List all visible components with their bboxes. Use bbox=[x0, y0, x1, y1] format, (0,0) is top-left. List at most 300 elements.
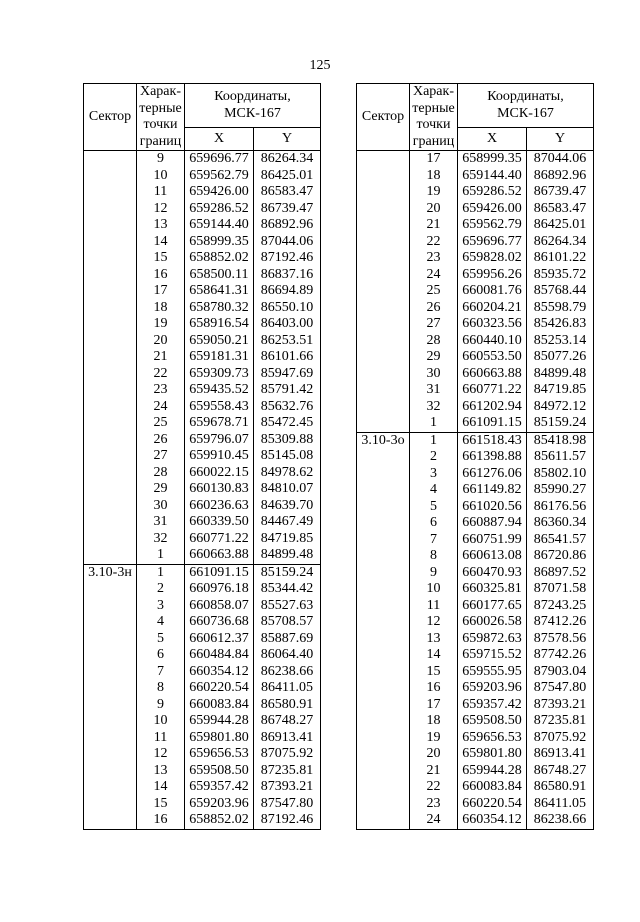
sector-cell bbox=[357, 532, 410, 549]
sector-cell bbox=[84, 598, 137, 615]
point-cell: 28 bbox=[137, 465, 185, 482]
x-coordinate-cell: 660613.08 bbox=[458, 548, 527, 565]
table-row bbox=[357, 532, 594, 549]
sector-cell bbox=[84, 333, 137, 350]
point-cell: 27 bbox=[410, 316, 458, 333]
sector-cell bbox=[357, 382, 410, 399]
point-cell: 12 bbox=[137, 746, 185, 763]
sector-cell bbox=[357, 267, 410, 284]
sector-cell bbox=[84, 614, 137, 631]
x-coordinate-cell: 660022.15 bbox=[185, 465, 254, 482]
point-cell: 21 bbox=[410, 763, 458, 780]
coordinates-table-left bbox=[83, 83, 321, 830]
sector-cell bbox=[84, 151, 137, 168]
point-cell: 19 bbox=[410, 184, 458, 201]
header-points-line: точки bbox=[143, 117, 178, 132]
x-coordinate-cell: 660354.12 bbox=[185, 664, 254, 681]
sector-cell bbox=[84, 713, 137, 730]
point-cell: 17 bbox=[410, 151, 458, 168]
sector-cell bbox=[357, 548, 410, 565]
table-row bbox=[357, 631, 594, 648]
table-row bbox=[357, 217, 594, 234]
sector-cell bbox=[357, 415, 410, 432]
x-coordinate-cell: 660177.65 bbox=[458, 598, 527, 615]
table-row bbox=[357, 581, 594, 598]
point-cell: 8 bbox=[410, 548, 458, 565]
sector-cell bbox=[84, 746, 137, 763]
sector-cell bbox=[84, 779, 137, 796]
point-cell: 23 bbox=[137, 382, 185, 399]
x-coordinate-cell: 660736.68 bbox=[185, 614, 254, 631]
y-coordinate-cell: 86403.00 bbox=[254, 316, 321, 333]
y-coordinate-cell: 85472.45 bbox=[254, 415, 321, 432]
table-row bbox=[84, 399, 321, 416]
table-row bbox=[357, 382, 594, 399]
table-row bbox=[84, 498, 321, 515]
point-cell: 11 bbox=[137, 730, 185, 747]
coordinates-table-right bbox=[356, 83, 594, 830]
table-row bbox=[357, 614, 594, 631]
y-coordinate-cell: 85418.98 bbox=[527, 432, 594, 449]
x-coordinate-cell: 661276.06 bbox=[458, 466, 527, 483]
table-row bbox=[357, 598, 594, 615]
point-cell: 16 bbox=[410, 680, 458, 697]
sector-cell bbox=[84, 763, 137, 780]
y-coordinate-cell: 87075.92 bbox=[254, 746, 321, 763]
table-row bbox=[357, 680, 594, 697]
y-coordinate-cell: 86425.01 bbox=[254, 168, 321, 185]
y-coordinate-cell: 85077.26 bbox=[527, 349, 594, 366]
x-coordinate-cell: 658852.02 bbox=[185, 812, 254, 829]
sector-cell bbox=[357, 812, 410, 829]
point-cell: 23 bbox=[410, 796, 458, 813]
sector-cell bbox=[84, 250, 137, 267]
x-coordinate-cell: 659203.96 bbox=[458, 680, 527, 697]
table-row bbox=[84, 316, 321, 333]
table-row bbox=[84, 432, 321, 449]
y-coordinate-cell: 85145.08 bbox=[254, 448, 321, 465]
table-row bbox=[357, 300, 594, 317]
y-coordinate-cell: 86238.66 bbox=[254, 664, 321, 681]
x-coordinate-cell: 659828.02 bbox=[458, 250, 527, 267]
point-cell: 5 bbox=[410, 499, 458, 516]
y-coordinate-cell: 87393.21 bbox=[254, 779, 321, 796]
table-row bbox=[357, 201, 594, 218]
table-row bbox=[357, 349, 594, 366]
point-cell: 1 bbox=[410, 415, 458, 432]
point-cell: 30 bbox=[410, 366, 458, 383]
sector-cell bbox=[84, 201, 137, 218]
table-row bbox=[84, 382, 321, 399]
sector-cell bbox=[357, 713, 410, 730]
y-coordinate-cell: 86238.66 bbox=[527, 812, 594, 829]
sector-cell bbox=[84, 366, 137, 383]
table-row bbox=[84, 763, 321, 780]
y-coordinate-cell: 84719.85 bbox=[254, 531, 321, 548]
x-coordinate-cell: 661020.56 bbox=[458, 499, 527, 516]
point-cell: 32 bbox=[410, 399, 458, 416]
header-coordinates bbox=[185, 84, 321, 128]
x-coordinate-cell: 658916.54 bbox=[185, 316, 254, 333]
y-coordinate-cell: 87071.58 bbox=[527, 581, 594, 598]
header-coordinates bbox=[458, 84, 594, 128]
sector-cell bbox=[357, 466, 410, 483]
point-cell: 31 bbox=[410, 382, 458, 399]
table-row bbox=[84, 349, 321, 366]
sector-cell bbox=[357, 184, 410, 201]
table-row bbox=[357, 515, 594, 532]
sector-cell bbox=[357, 399, 410, 416]
point-cell: 23 bbox=[410, 250, 458, 267]
table-row bbox=[357, 366, 594, 383]
x-coordinate-cell: 659956.26 bbox=[458, 267, 527, 284]
table-row bbox=[357, 779, 594, 796]
point-cell: 3 bbox=[137, 598, 185, 615]
table-body-left bbox=[84, 151, 321, 830]
y-coordinate-cell: 85527.63 bbox=[254, 598, 321, 615]
x-coordinate-cell: 659562.79 bbox=[185, 168, 254, 185]
y-coordinate-cell: 86064.40 bbox=[254, 647, 321, 664]
sector-cell bbox=[357, 316, 410, 333]
x-coordinate-cell: 660612.37 bbox=[185, 631, 254, 648]
y-coordinate-cell: 84810.07 bbox=[254, 481, 321, 498]
sector-cell bbox=[357, 300, 410, 317]
point-cell: 22 bbox=[410, 234, 458, 251]
x-coordinate-cell: 659696.77 bbox=[458, 234, 527, 251]
x-coordinate-cell: 659426.00 bbox=[185, 184, 254, 201]
x-coordinate-cell: 659910.45 bbox=[185, 448, 254, 465]
y-coordinate-cell: 87075.92 bbox=[527, 730, 594, 747]
table-row bbox=[84, 631, 321, 648]
sector-cell bbox=[84, 267, 137, 284]
point-cell: 15 bbox=[137, 250, 185, 267]
point-cell: 28 bbox=[410, 333, 458, 350]
sector-cell bbox=[357, 250, 410, 267]
y-coordinate-cell: 85802.10 bbox=[527, 466, 594, 483]
x-coordinate-cell: 660663.88 bbox=[185, 547, 254, 564]
table-row bbox=[84, 796, 321, 813]
x-coordinate-cell: 659555.95 bbox=[458, 664, 527, 681]
y-coordinate-cell: 86897.52 bbox=[527, 565, 594, 582]
y-coordinate-cell: 86913.41 bbox=[527, 746, 594, 763]
sector-cell bbox=[84, 581, 137, 598]
point-cell: 14 bbox=[410, 647, 458, 664]
point-cell: 10 bbox=[137, 713, 185, 730]
table-row bbox=[357, 499, 594, 516]
y-coordinate-cell: 86580.91 bbox=[254, 697, 321, 714]
y-coordinate-cell: 86892.96 bbox=[254, 217, 321, 234]
y-coordinate-cell: 86425.01 bbox=[527, 217, 594, 234]
point-cell: 13 bbox=[137, 763, 185, 780]
table-row bbox=[84, 664, 321, 681]
x-coordinate-cell: 660771.22 bbox=[458, 382, 527, 399]
sector-cell bbox=[357, 333, 410, 350]
table-row bbox=[357, 796, 594, 813]
table-body-right bbox=[357, 151, 594, 830]
sector-cell bbox=[84, 300, 137, 317]
table-row bbox=[84, 300, 321, 317]
y-coordinate-cell: 84639.70 bbox=[254, 498, 321, 515]
x-coordinate-cell: 659944.28 bbox=[458, 763, 527, 780]
table-row bbox=[84, 531, 321, 548]
point-cell: 9 bbox=[137, 697, 185, 714]
table-row bbox=[84, 647, 321, 664]
y-coordinate-cell: 87044.06 bbox=[254, 234, 321, 251]
x-coordinate-cell: 660026.58 bbox=[458, 614, 527, 631]
sector-cell bbox=[357, 515, 410, 532]
x-coordinate-cell: 659508.50 bbox=[185, 763, 254, 780]
y-coordinate-cell: 87578.56 bbox=[527, 631, 594, 648]
x-coordinate-cell: 658999.35 bbox=[458, 151, 527, 168]
point-cell: 15 bbox=[137, 796, 185, 813]
header-x: X bbox=[458, 128, 527, 151]
x-coordinate-cell: 660083.84 bbox=[458, 779, 527, 796]
table-row bbox=[84, 151, 321, 168]
y-coordinate-cell: 86550.10 bbox=[254, 300, 321, 317]
sector-cell bbox=[84, 234, 137, 251]
header-points-line: терные bbox=[139, 100, 182, 116]
point-cell: 1 bbox=[410, 432, 458, 449]
sector-cell bbox=[357, 482, 410, 499]
sector-cell bbox=[84, 531, 137, 548]
x-coordinate-cell: 660484.84 bbox=[185, 647, 254, 664]
x-coordinate-cell: 660976.18 bbox=[185, 581, 254, 598]
header-x: X bbox=[185, 128, 254, 151]
point-cell: 29 bbox=[137, 481, 185, 498]
sector-cell bbox=[357, 796, 410, 813]
point-cell: 9 bbox=[137, 151, 185, 168]
sector-cell bbox=[84, 399, 137, 416]
sector-cell bbox=[84, 432, 137, 449]
point-cell: 8 bbox=[137, 680, 185, 697]
x-coordinate-cell: 659050.21 bbox=[185, 333, 254, 350]
table-row bbox=[357, 664, 594, 681]
table-row bbox=[357, 234, 594, 251]
table-row bbox=[357, 548, 594, 565]
y-coordinate-cell: 86837.16 bbox=[254, 267, 321, 284]
table-row bbox=[84, 547, 321, 564]
table-row bbox=[84, 514, 321, 531]
x-coordinate-cell: 659801.80 bbox=[458, 746, 527, 763]
y-coordinate-cell: 87742.26 bbox=[527, 647, 594, 664]
x-coordinate-cell: 659872.63 bbox=[458, 631, 527, 648]
header-sector: Сектор bbox=[84, 84, 137, 151]
table-row bbox=[357, 184, 594, 201]
x-coordinate-cell: 660663.88 bbox=[458, 366, 527, 383]
table-row bbox=[84, 283, 321, 300]
table-row bbox=[84, 598, 321, 615]
table-row bbox=[357, 730, 594, 747]
table-row bbox=[84, 564, 321, 581]
y-coordinate-cell: 87192.46 bbox=[254, 812, 321, 829]
header-coordinates-line: МСК-167 bbox=[497, 105, 554, 121]
point-cell: 29 bbox=[410, 349, 458, 366]
point-cell: 25 bbox=[137, 415, 185, 432]
point-cell: 1 bbox=[137, 547, 185, 564]
x-coordinate-cell: 660553.50 bbox=[458, 349, 527, 366]
x-coordinate-cell: 660220.54 bbox=[458, 796, 527, 813]
table-row bbox=[84, 415, 321, 432]
sector-cell bbox=[357, 763, 410, 780]
x-coordinate-cell: 658500.11 bbox=[185, 267, 254, 284]
y-coordinate-cell: 86720.86 bbox=[527, 548, 594, 565]
sector-cell bbox=[357, 217, 410, 234]
sector-cell bbox=[84, 697, 137, 714]
x-coordinate-cell: 659426.00 bbox=[458, 201, 527, 218]
sector-cell bbox=[357, 746, 410, 763]
x-coordinate-cell: 659801.80 bbox=[185, 730, 254, 747]
point-cell: 31 bbox=[137, 514, 185, 531]
x-coordinate-cell: 659435.52 bbox=[185, 382, 254, 399]
header-points-line: Харак- bbox=[139, 84, 181, 99]
x-coordinate-cell: 659286.52 bbox=[458, 184, 527, 201]
x-coordinate-cell: 659796.07 bbox=[185, 432, 254, 449]
table-row bbox=[84, 333, 321, 350]
sector-cell bbox=[84, 465, 137, 482]
y-coordinate-cell: 86892.96 bbox=[527, 168, 594, 185]
y-coordinate-cell: 85426.83 bbox=[527, 316, 594, 333]
y-coordinate-cell: 85159.24 bbox=[527, 415, 594, 432]
sector-cell bbox=[84, 415, 137, 432]
sector-cell bbox=[357, 730, 410, 747]
header-y: Y bbox=[254, 128, 321, 151]
table-row bbox=[84, 201, 321, 218]
point-cell: 16 bbox=[137, 812, 185, 829]
sector-cell bbox=[84, 217, 137, 234]
y-coordinate-cell: 86101.66 bbox=[254, 349, 321, 366]
table-row bbox=[357, 432, 594, 449]
sector-cell bbox=[84, 631, 137, 648]
sector-cell bbox=[84, 349, 137, 366]
table-row bbox=[357, 267, 594, 284]
sector-cell: 3.10-3н bbox=[84, 564, 137, 581]
y-coordinate-cell: 85253.14 bbox=[527, 333, 594, 350]
table-row bbox=[357, 565, 594, 582]
x-coordinate-cell: 660236.63 bbox=[185, 498, 254, 515]
header-coordinates-line: МСК-167 bbox=[224, 105, 281, 121]
y-coordinate-cell: 86580.91 bbox=[527, 779, 594, 796]
y-coordinate-cell: 86541.57 bbox=[527, 532, 594, 549]
point-cell: 11 bbox=[410, 598, 458, 615]
header-points-line: границ bbox=[139, 133, 182, 149]
sector-cell bbox=[357, 664, 410, 681]
header-points-line: терные bbox=[412, 100, 455, 116]
point-cell: 30 bbox=[137, 498, 185, 515]
sector-cell bbox=[84, 547, 137, 564]
table-row bbox=[84, 250, 321, 267]
point-cell: 13 bbox=[137, 217, 185, 234]
sector-cell bbox=[84, 168, 137, 185]
point-cell: 7 bbox=[410, 532, 458, 549]
x-coordinate-cell: 659656.53 bbox=[458, 730, 527, 747]
x-coordinate-cell: 659357.42 bbox=[185, 779, 254, 796]
sector-cell bbox=[84, 812, 137, 829]
point-cell: 20 bbox=[137, 333, 185, 350]
sector-cell bbox=[357, 581, 410, 598]
point-cell: 25 bbox=[410, 283, 458, 300]
sector-cell bbox=[84, 664, 137, 681]
y-coordinate-cell: 87192.46 bbox=[254, 250, 321, 267]
point-cell: 12 bbox=[410, 614, 458, 631]
sector-cell bbox=[357, 201, 410, 218]
table-row bbox=[84, 713, 321, 730]
header-coordinates-line: Координаты, bbox=[214, 89, 291, 105]
sector-cell bbox=[84, 647, 137, 664]
sector-cell bbox=[84, 382, 137, 399]
table-row bbox=[84, 234, 321, 251]
x-coordinate-cell: 660130.83 bbox=[185, 481, 254, 498]
y-coordinate-cell: 86411.05 bbox=[254, 680, 321, 697]
point-cell: 19 bbox=[410, 730, 458, 747]
table-row bbox=[357, 449, 594, 466]
sector-cell bbox=[357, 680, 410, 697]
x-coordinate-cell: 659309.73 bbox=[185, 366, 254, 383]
x-coordinate-cell: 660440.10 bbox=[458, 333, 527, 350]
x-coordinate-cell: 660751.99 bbox=[458, 532, 527, 549]
x-coordinate-cell: 660354.12 bbox=[458, 812, 527, 829]
page-number: 125 bbox=[309, 58, 331, 73]
y-coordinate-cell: 84467.49 bbox=[254, 514, 321, 531]
sector-cell bbox=[84, 316, 137, 333]
y-coordinate-cell: 87235.81 bbox=[527, 713, 594, 730]
point-cell: 20 bbox=[410, 746, 458, 763]
y-coordinate-cell: 86748.27 bbox=[254, 713, 321, 730]
x-coordinate-cell: 661091.15 bbox=[458, 415, 527, 432]
point-cell: 2 bbox=[410, 449, 458, 466]
table-row bbox=[357, 647, 594, 664]
point-cell: 22 bbox=[410, 779, 458, 796]
sector-cell bbox=[84, 481, 137, 498]
sector-cell bbox=[357, 499, 410, 516]
table-row bbox=[84, 168, 321, 185]
header-points bbox=[410, 84, 458, 151]
x-coordinate-cell: 659562.79 bbox=[458, 217, 527, 234]
y-coordinate-cell: 84972.12 bbox=[527, 399, 594, 416]
sector-cell bbox=[357, 565, 410, 582]
x-coordinate-cell: 659144.40 bbox=[185, 217, 254, 234]
x-coordinate-cell: 661149.82 bbox=[458, 482, 527, 499]
sector-cell bbox=[84, 448, 137, 465]
x-coordinate-cell: 658641.31 bbox=[185, 283, 254, 300]
sector-cell bbox=[357, 283, 410, 300]
x-coordinate-cell: 659144.40 bbox=[458, 168, 527, 185]
point-cell: 32 bbox=[137, 531, 185, 548]
sector-cell bbox=[357, 151, 410, 168]
point-cell: 22 bbox=[137, 366, 185, 383]
point-cell: 13 bbox=[410, 631, 458, 648]
table-row bbox=[357, 333, 594, 350]
table-row bbox=[357, 283, 594, 300]
point-cell: 18 bbox=[410, 713, 458, 730]
y-coordinate-cell: 86739.47 bbox=[527, 184, 594, 201]
table-row bbox=[357, 697, 594, 714]
y-coordinate-cell: 85632.76 bbox=[254, 399, 321, 416]
x-coordinate-cell: 659715.52 bbox=[458, 647, 527, 664]
point-cell: 4 bbox=[137, 614, 185, 631]
header-sector: Сектор bbox=[357, 84, 410, 151]
point-cell: 19 bbox=[137, 316, 185, 333]
x-coordinate-cell: 660858.07 bbox=[185, 598, 254, 615]
y-coordinate-cell: 87044.06 bbox=[527, 151, 594, 168]
x-coordinate-cell: 658780.32 bbox=[185, 300, 254, 317]
y-coordinate-cell: 84719.85 bbox=[527, 382, 594, 399]
x-coordinate-cell: 658852.02 bbox=[185, 250, 254, 267]
table-row bbox=[84, 217, 321, 234]
x-coordinate-cell: 660339.50 bbox=[185, 514, 254, 531]
y-coordinate-cell: 84899.48 bbox=[254, 547, 321, 564]
x-coordinate-cell: 659357.42 bbox=[458, 697, 527, 714]
table-row bbox=[84, 184, 321, 201]
